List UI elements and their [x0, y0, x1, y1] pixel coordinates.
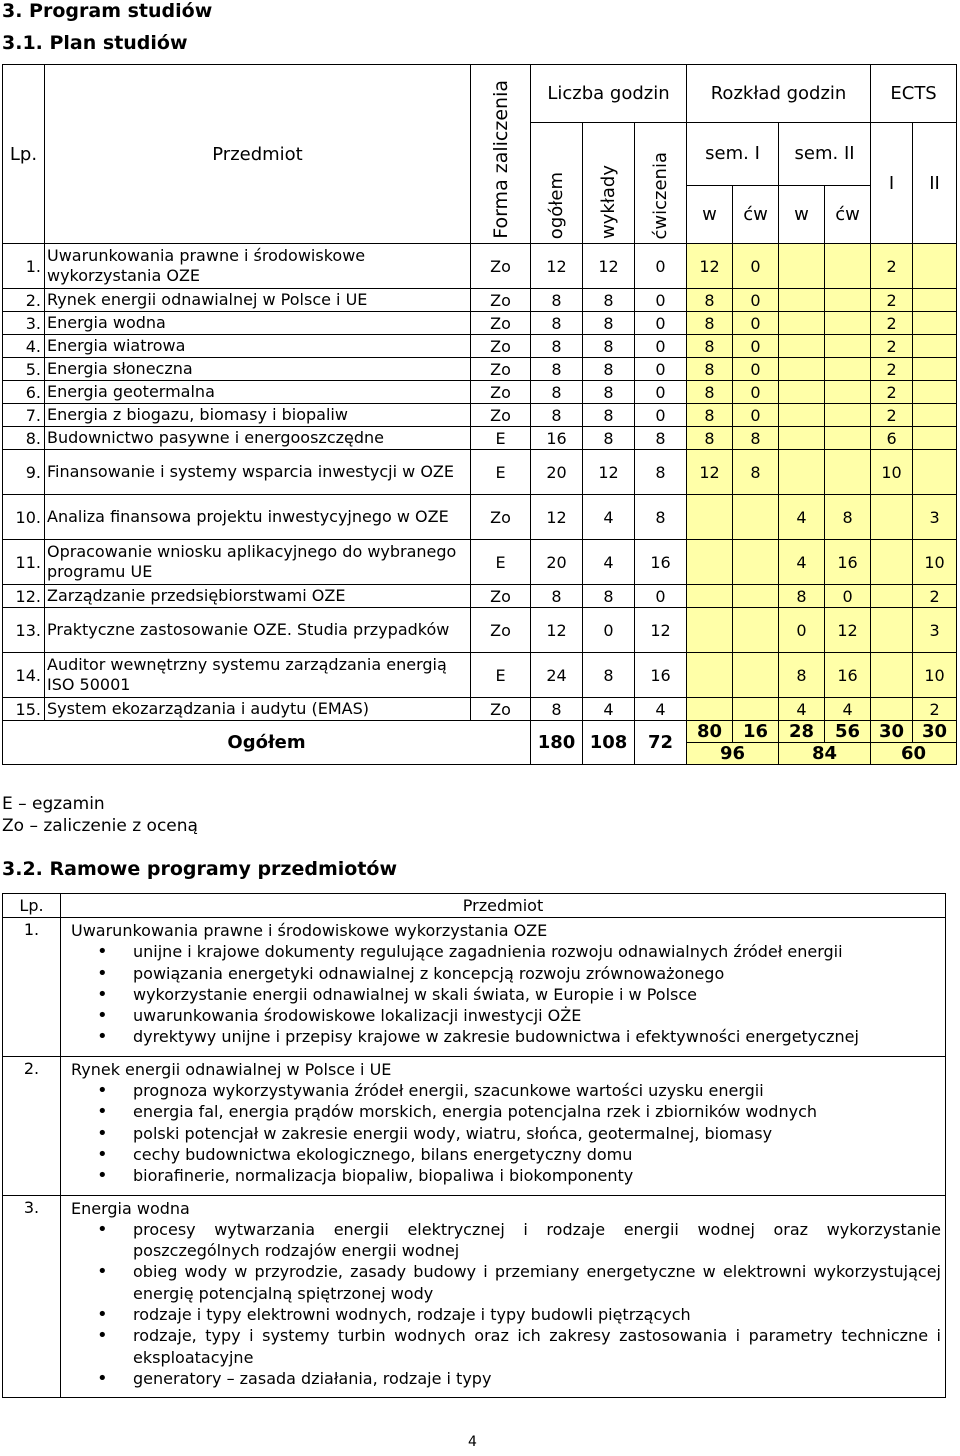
- section-heading-plan: 3.1. Plan studiów: [2, 32, 188, 54]
- plan-ects-2: [913, 335, 957, 358]
- plan-ects-1: 2: [871, 404, 913, 427]
- plan-forma: Zo: [471, 608, 531, 653]
- plan-total-row: [3, 721, 957, 743]
- plan-forma: Zo: [471, 358, 531, 381]
- plan-ects-2: 3: [913, 495, 957, 540]
- plan-ogolem: 8: [531, 585, 583, 608]
- total-sem1-sum: 96: [687, 743, 779, 765]
- plan-cwiczenia: 0: [635, 358, 687, 381]
- plan-ects-1: [871, 540, 913, 585]
- plan-sem2-cw: 16: [825, 653, 871, 698]
- plan-sem2-w: [779, 381, 825, 404]
- header-lp: Lp.: [3, 65, 45, 244]
- program-bullet: • generatory – zasada działania, rodzaje i typy: [133, 1368, 941, 1389]
- header-sem2-w: w: [779, 185, 825, 243]
- plan-sem2-w: [779, 404, 825, 427]
- plan-ects-2: [913, 289, 957, 312]
- plan-forma: Zo: [471, 312, 531, 335]
- plan-sem2-cw: 0: [825, 585, 871, 608]
- plan-sem2-w: [779, 427, 825, 450]
- plan-sem1-w: [687, 540, 733, 585]
- plan-wyklady: 4: [583, 495, 635, 540]
- program-number: 1.: [3, 918, 61, 1057]
- plan-ects-2: 3: [913, 608, 957, 653]
- plan-subject: Energia z biogazu, biomasy i biopaliw: [45, 404, 471, 427]
- page-number: 4: [468, 1434, 477, 1450]
- plan-sem1-cw: [733, 585, 779, 608]
- plan-cwiczenia: 8: [635, 450, 687, 495]
- total-ects-2: 30: [913, 721, 957, 743]
- plan-subject: Energia słoneczna: [45, 358, 471, 381]
- plan-ects-1: 10: [871, 450, 913, 495]
- plan-lp: 4.: [3, 335, 45, 358]
- plan-sem2-cw: [825, 312, 871, 335]
- plan-ogolem: 12: [531, 244, 583, 289]
- plan-cwiczenia: 0: [635, 335, 687, 358]
- plan-subject: Energia geotermalna: [45, 381, 471, 404]
- plan-wyklady: 8: [583, 381, 635, 404]
- plan-row: [3, 244, 957, 289]
- header-ogolem: ogółem: [531, 123, 583, 244]
- plan-sem2-w: [779, 450, 825, 495]
- plan-sem1-cw: [733, 653, 779, 698]
- plan-sem1-w: 8: [687, 358, 733, 381]
- plan-sem1-cw: [733, 608, 779, 653]
- plan-sem2-w: 4: [779, 495, 825, 540]
- program-row: [3, 918, 946, 1057]
- plan-ogolem: 8: [531, 381, 583, 404]
- header-sem2: sem. II: [779, 123, 871, 186]
- plan-lp: 9.: [3, 450, 45, 495]
- plan-forma: Zo: [471, 495, 531, 540]
- plan-subject: Budownictwo pasywne i energooszczędne: [45, 427, 471, 450]
- plan-row: [3, 540, 957, 585]
- plan-subject: Praktyczne zastosowanie OZE. Studia przypadków: [45, 608, 471, 653]
- plan-ogolem: 8: [531, 312, 583, 335]
- plan-cwiczenia: 16: [635, 653, 687, 698]
- plan-sem2-cw: 12: [825, 608, 871, 653]
- plan-forma: E: [471, 450, 531, 495]
- plan-sem1-cw: 0: [733, 289, 779, 312]
- total-sem2-sum: 84: [779, 743, 871, 765]
- plan-sem1-w: [687, 653, 733, 698]
- plan-ects-1: 2: [871, 244, 913, 289]
- plan-forma: Zo: [471, 404, 531, 427]
- plan-sem2-w: 8: [779, 653, 825, 698]
- plan-ogolem: 16: [531, 427, 583, 450]
- total-sem1-cw: 16: [733, 721, 779, 743]
- program-bullet: • rodzaje, typy i systemy turbin wodnych oraz ich zakresy zastosowania i parametry techniczne i eksploatacyjne: [133, 1325, 941, 1368]
- header-sem2-cw: ćw: [825, 185, 871, 243]
- plan-cwiczenia: 0: [635, 404, 687, 427]
- plan-ects-2: 10: [913, 653, 957, 698]
- program-bullet: • obieg wody w przyrodzie, zasady budowy i przemiany energetyczne w elektrowni wykorzystującej energię potencjalną spiętrzonej wody: [133, 1261, 941, 1304]
- program-content: [61, 1195, 946, 1398]
- plan-forma: Zo: [471, 244, 531, 289]
- plan-subject: Analiza finansowa projektu inwestycyjnego w OZE: [45, 495, 471, 540]
- header-sem1-w: w: [687, 185, 733, 243]
- plan-wyklady: 8: [583, 585, 635, 608]
- plan-ects-1: 2: [871, 358, 913, 381]
- program-content: [61, 918, 946, 1057]
- plan-sem2-w: 4: [779, 540, 825, 585]
- plan-sem2-cw: [825, 381, 871, 404]
- total-sem2-cw: 56: [825, 721, 871, 743]
- header-sem1-cw: ćw: [733, 185, 779, 243]
- plan-sem1-w: 8: [687, 289, 733, 312]
- plan-ects-2: [913, 381, 957, 404]
- program-bullet: • cechy budownictwa ekologicznego, bilans energetyczny domu: [133, 1144, 941, 1165]
- plan-wyklady: 8: [583, 653, 635, 698]
- program-bullet: • wykorzystanie energii odnawialnej w skali świata, w Europie i w Polsce: [133, 984, 941, 1005]
- total-wyklady: 108: [583, 721, 635, 765]
- plan-row: [3, 289, 957, 312]
- plan-sem2-w: 0: [779, 608, 825, 653]
- plan-ects-2: 2: [913, 585, 957, 608]
- plan-lp: 2.: [3, 289, 45, 312]
- program-bullet: • uwarunkowania środowiskowe lokalizacji inwestycji OŻE: [133, 1005, 941, 1026]
- plan-ogolem: 8: [531, 404, 583, 427]
- plan-sem2-w: [779, 335, 825, 358]
- plan-sem2-w: 4: [779, 698, 825, 721]
- plan-cwiczenia: 8: [635, 495, 687, 540]
- plan-lp: 1.: [3, 244, 45, 289]
- program-content: [61, 1056, 946, 1195]
- plan-forma: E: [471, 540, 531, 585]
- plan-subject: Uwarunkowania prawne i środowiskowe wykorzystania OZE: [45, 244, 471, 289]
- plan-ects-1: [871, 608, 913, 653]
- plan-subject: Zarządzanie przedsiębiorstwami OZE: [45, 585, 471, 608]
- program-bullet-list: [71, 1080, 941, 1186]
- plan-sem1-cw: [733, 540, 779, 585]
- plan-sem1-w: [687, 608, 733, 653]
- header-ects-1: I: [871, 123, 913, 244]
- plan-wyklady: 8: [583, 358, 635, 381]
- plan-ects-1: [871, 585, 913, 608]
- plan-sem1-cw: 0: [733, 404, 779, 427]
- plan-ects-2: [913, 312, 957, 335]
- program-number: 2.: [3, 1056, 61, 1195]
- plan-sem2-w: 8: [779, 585, 825, 608]
- plan-sem1-w: [687, 698, 733, 721]
- plan-ects-1: 2: [871, 312, 913, 335]
- plan-sem1-w: [687, 495, 733, 540]
- plan-lp: 12.: [3, 585, 45, 608]
- plan-lp: 8.: [3, 427, 45, 450]
- header-wyklady: wykłady: [583, 123, 635, 244]
- plan-ogolem: 8: [531, 289, 583, 312]
- program-bullet: • procesy wytwarzania energii elektrycznej i rodzaje energii wodnej oraz wykorzystanie poszczególnych rodzajów energii wodnej: [133, 1219, 941, 1262]
- plan-ects-2: [913, 358, 957, 381]
- plan-lp: 15.: [3, 698, 45, 721]
- plan-ects-1: 2: [871, 289, 913, 312]
- plan-ogolem: 20: [531, 450, 583, 495]
- plan-row: [3, 450, 957, 495]
- plan-ects-1: [871, 495, 913, 540]
- plan-cwiczenia: 0: [635, 244, 687, 289]
- header-sem1: sem. I: [687, 123, 779, 186]
- program-bullet: • polski potencjał w zakresie energii wody, wiatru, słońca, geotermalnej, biomasy: [133, 1123, 941, 1144]
- plan-row: [3, 312, 957, 335]
- plan-wyklady: 12: [583, 244, 635, 289]
- plan-lp: 14.: [3, 653, 45, 698]
- plan-sem2-cw: [825, 335, 871, 358]
- plan-ogolem: 8: [531, 335, 583, 358]
- plan-ects-1: [871, 653, 913, 698]
- plan-forma: E: [471, 427, 531, 450]
- plan-sem2-w: [779, 289, 825, 312]
- total-ects-1: 30: [871, 721, 913, 743]
- plan-ects-1: [871, 698, 913, 721]
- plan-sem2-cw: [825, 244, 871, 289]
- plan-ects-1: 2: [871, 335, 913, 358]
- plan-sem2-w: [779, 358, 825, 381]
- plan-row: [3, 495, 957, 540]
- plan-wyklady: 8: [583, 335, 635, 358]
- plan-sem2-cw: [825, 450, 871, 495]
- plan-forma: Zo: [471, 585, 531, 608]
- plan-ects-1: 6: [871, 427, 913, 450]
- programs-header-subject: Przedmiot: [61, 894, 946, 918]
- plan-lp: 5.: [3, 358, 45, 381]
- header-ects-2: II: [913, 123, 957, 244]
- plan-ects-2: 10: [913, 540, 957, 585]
- program-bullet: • dyrektywy unijne i przepisy krajowe w zakresie budownictwa i efektywności energetycznej: [133, 1026, 941, 1047]
- plan-sem2-w: [779, 244, 825, 289]
- programs-table: [2, 893, 946, 1398]
- plan-cwiczenia: 8: [635, 427, 687, 450]
- plan-sem1-w: [687, 585, 733, 608]
- plan-sem2-cw: [825, 427, 871, 450]
- plan-lp: 7.: [3, 404, 45, 427]
- header-forma: Forma zaliczenia: [471, 65, 531, 244]
- plan-wyklady: 4: [583, 698, 635, 721]
- plan-cwiczenia: 12: [635, 608, 687, 653]
- plan-wyklady: 8: [583, 289, 635, 312]
- plan-lp: 13.: [3, 608, 45, 653]
- plan-sem2-cw: 8: [825, 495, 871, 540]
- plan-forma: E: [471, 653, 531, 698]
- plan-sem2-cw: [825, 358, 871, 381]
- total-label: Ogółem: [3, 721, 531, 765]
- total-ects-sum: 60: [871, 743, 957, 765]
- plan-row: [3, 381, 957, 404]
- plan-row: [3, 358, 957, 381]
- plan-sem1-cw: 8: [733, 450, 779, 495]
- legend: [2, 793, 198, 837]
- program-bullet: • rodzaje i typy elektrowni wodnych, rodzaje i typy budowli piętrzących: [133, 1304, 941, 1325]
- plan-subject: Energia wodna: [45, 312, 471, 335]
- plan-cwiczenia: 16: [635, 540, 687, 585]
- plan-sem1-cw: [733, 495, 779, 540]
- program-number: 3.: [3, 1195, 61, 1398]
- program-row: [3, 1056, 946, 1195]
- plan-sem2-cw: 4: [825, 698, 871, 721]
- plan-wyklady: 4: [583, 540, 635, 585]
- header-rozklad: Rozkład godzin: [687, 65, 871, 123]
- plan-cwiczenia: 0: [635, 289, 687, 312]
- program-bullet: • biorafinerie, normalizacja biopaliw, biopaliwa i biokomponenty: [133, 1165, 941, 1186]
- plan-sem1-cw: 8: [733, 427, 779, 450]
- plan-ects-2: [913, 427, 957, 450]
- program-title: Rynek energii odnawialnej w Polsce i UE: [71, 1059, 392, 1079]
- plan-row: [3, 404, 957, 427]
- plan-ects-2: [913, 404, 957, 427]
- plan-sem1-cw: 0: [733, 244, 779, 289]
- plan-subject: Opracowanie wniosku aplikacyjnego do wybranego programu UE: [45, 540, 471, 585]
- plan-sem1-w: 12: [687, 244, 733, 289]
- total-sem2-w: 28: [779, 721, 825, 743]
- plan-lp: 6.: [3, 381, 45, 404]
- plan-ects-2: 2: [913, 698, 957, 721]
- plan-sem2-cw: 16: [825, 540, 871, 585]
- plan-ects-2: [913, 244, 957, 289]
- plan-row: [3, 427, 957, 450]
- plan-wyklady: 8: [583, 427, 635, 450]
- programs-header-lp: Lp.: [3, 894, 61, 918]
- program-bullet-list: [71, 1219, 941, 1389]
- plan-row: [3, 335, 957, 358]
- plan-subject: Finansowanie i systemy wsparcia inwestycji w OZE: [45, 450, 471, 495]
- plan-wyklady: 8: [583, 404, 635, 427]
- plan-wyklady: 12: [583, 450, 635, 495]
- section-heading-programs: 3.2. Ramowe programy przedmiotów: [2, 858, 398, 880]
- program-row: [3, 1195, 946, 1398]
- legend-zo: Zo – zaliczenie z oceną: [2, 816, 198, 836]
- plan-sem1-w: 12: [687, 450, 733, 495]
- total-cwiczenia: 72: [635, 721, 687, 765]
- plan-cwiczenia: 0: [635, 585, 687, 608]
- plan-row: [3, 698, 957, 721]
- program-bullet: • unijne i krajowe dokumenty regulujące zagadnienia rozwoju odnawialnych źródeł energii: [133, 941, 941, 962]
- plan-table: [2, 64, 957, 765]
- program-bullet: • powiązania energetyki odnawialnej z koncepcją rozwoju zrównoważonego: [133, 963, 941, 984]
- header-ects: ECTS: [871, 65, 957, 123]
- legend-e: E – egzamin: [2, 794, 105, 814]
- plan-sem1-cw: [733, 698, 779, 721]
- plan-forma: Zo: [471, 698, 531, 721]
- plan-cwiczenia: 4: [635, 698, 687, 721]
- plan-lp: 11.: [3, 540, 45, 585]
- plan-sem1-w: 8: [687, 404, 733, 427]
- program-title: Uwarunkowania prawne i środowiskowe wykorzystania OZE: [71, 921, 548, 940]
- plan-ogolem: 12: [531, 495, 583, 540]
- plan-subject: Energia wiatrowa: [45, 335, 471, 358]
- program-bullet: • energia fal, energia prądów morskich, energia potencjalna rzek i zbiorników wodnych: [133, 1101, 941, 1122]
- plan-sem1-cw: 0: [733, 335, 779, 358]
- plan-sem1-w: 8: [687, 335, 733, 358]
- plan-ogolem: 24: [531, 653, 583, 698]
- plan-sem2-w: [779, 312, 825, 335]
- plan-sem1-cw: 0: [733, 312, 779, 335]
- plan-ogolem: 20: [531, 540, 583, 585]
- total-ogolem: 180: [531, 721, 583, 765]
- plan-sem2-cw: [825, 289, 871, 312]
- program-bullet: • prognoza wykorzystywania źródeł energii, szacunkowe wartości uzysku energii: [133, 1080, 941, 1101]
- plan-forma: Zo: [471, 381, 531, 404]
- plan-subject: Auditor wewnętrzny systemu zarządzania energią ISO 50001: [45, 653, 471, 698]
- plan-row: [3, 608, 957, 653]
- plan-subject: System ekozarządzania i audytu (EMAS): [45, 698, 471, 721]
- plan-lp: 3.: [3, 312, 45, 335]
- plan-forma: Zo: [471, 335, 531, 358]
- program-title: Energia wodna: [71, 1198, 190, 1218]
- plan-ogolem: 8: [531, 698, 583, 721]
- plan-sem1-cw: 0: [733, 381, 779, 404]
- plan-ogolem: 12: [531, 608, 583, 653]
- plan-lp: 10.: [3, 495, 45, 540]
- total-sem1-w: 80: [687, 721, 733, 743]
- plan-sem1-w: 8: [687, 427, 733, 450]
- plan-subject: Rynek energii odnawialnej w Polsce i UE: [45, 289, 471, 312]
- plan-sem1-w: 8: [687, 381, 733, 404]
- plan-wyklady: 8: [583, 312, 635, 335]
- plan-sem2-cw: [825, 404, 871, 427]
- plan-wyklady: 0: [583, 608, 635, 653]
- header-liczba-godzin: Liczba godzin: [531, 65, 687, 123]
- plan-cwiczenia: 0: [635, 381, 687, 404]
- plan-sem1-w: 8: [687, 312, 733, 335]
- program-bullet-list: [71, 941, 941, 1047]
- page-heading: 3. Program studiów: [2, 0, 213, 22]
- plan-row: [3, 653, 957, 698]
- plan-ects-2: [913, 450, 957, 495]
- header-przedmiot: Przedmiot: [45, 65, 471, 244]
- header-cwiczenia: ćwiczenia: [635, 123, 687, 244]
- plan-sem1-cw: 0: [733, 358, 779, 381]
- plan-forma: Zo: [471, 289, 531, 312]
- plan-ogolem: 8: [531, 358, 583, 381]
- plan-cwiczenia: 0: [635, 312, 687, 335]
- plan-ects-1: 2: [871, 381, 913, 404]
- plan-row: [3, 585, 957, 608]
